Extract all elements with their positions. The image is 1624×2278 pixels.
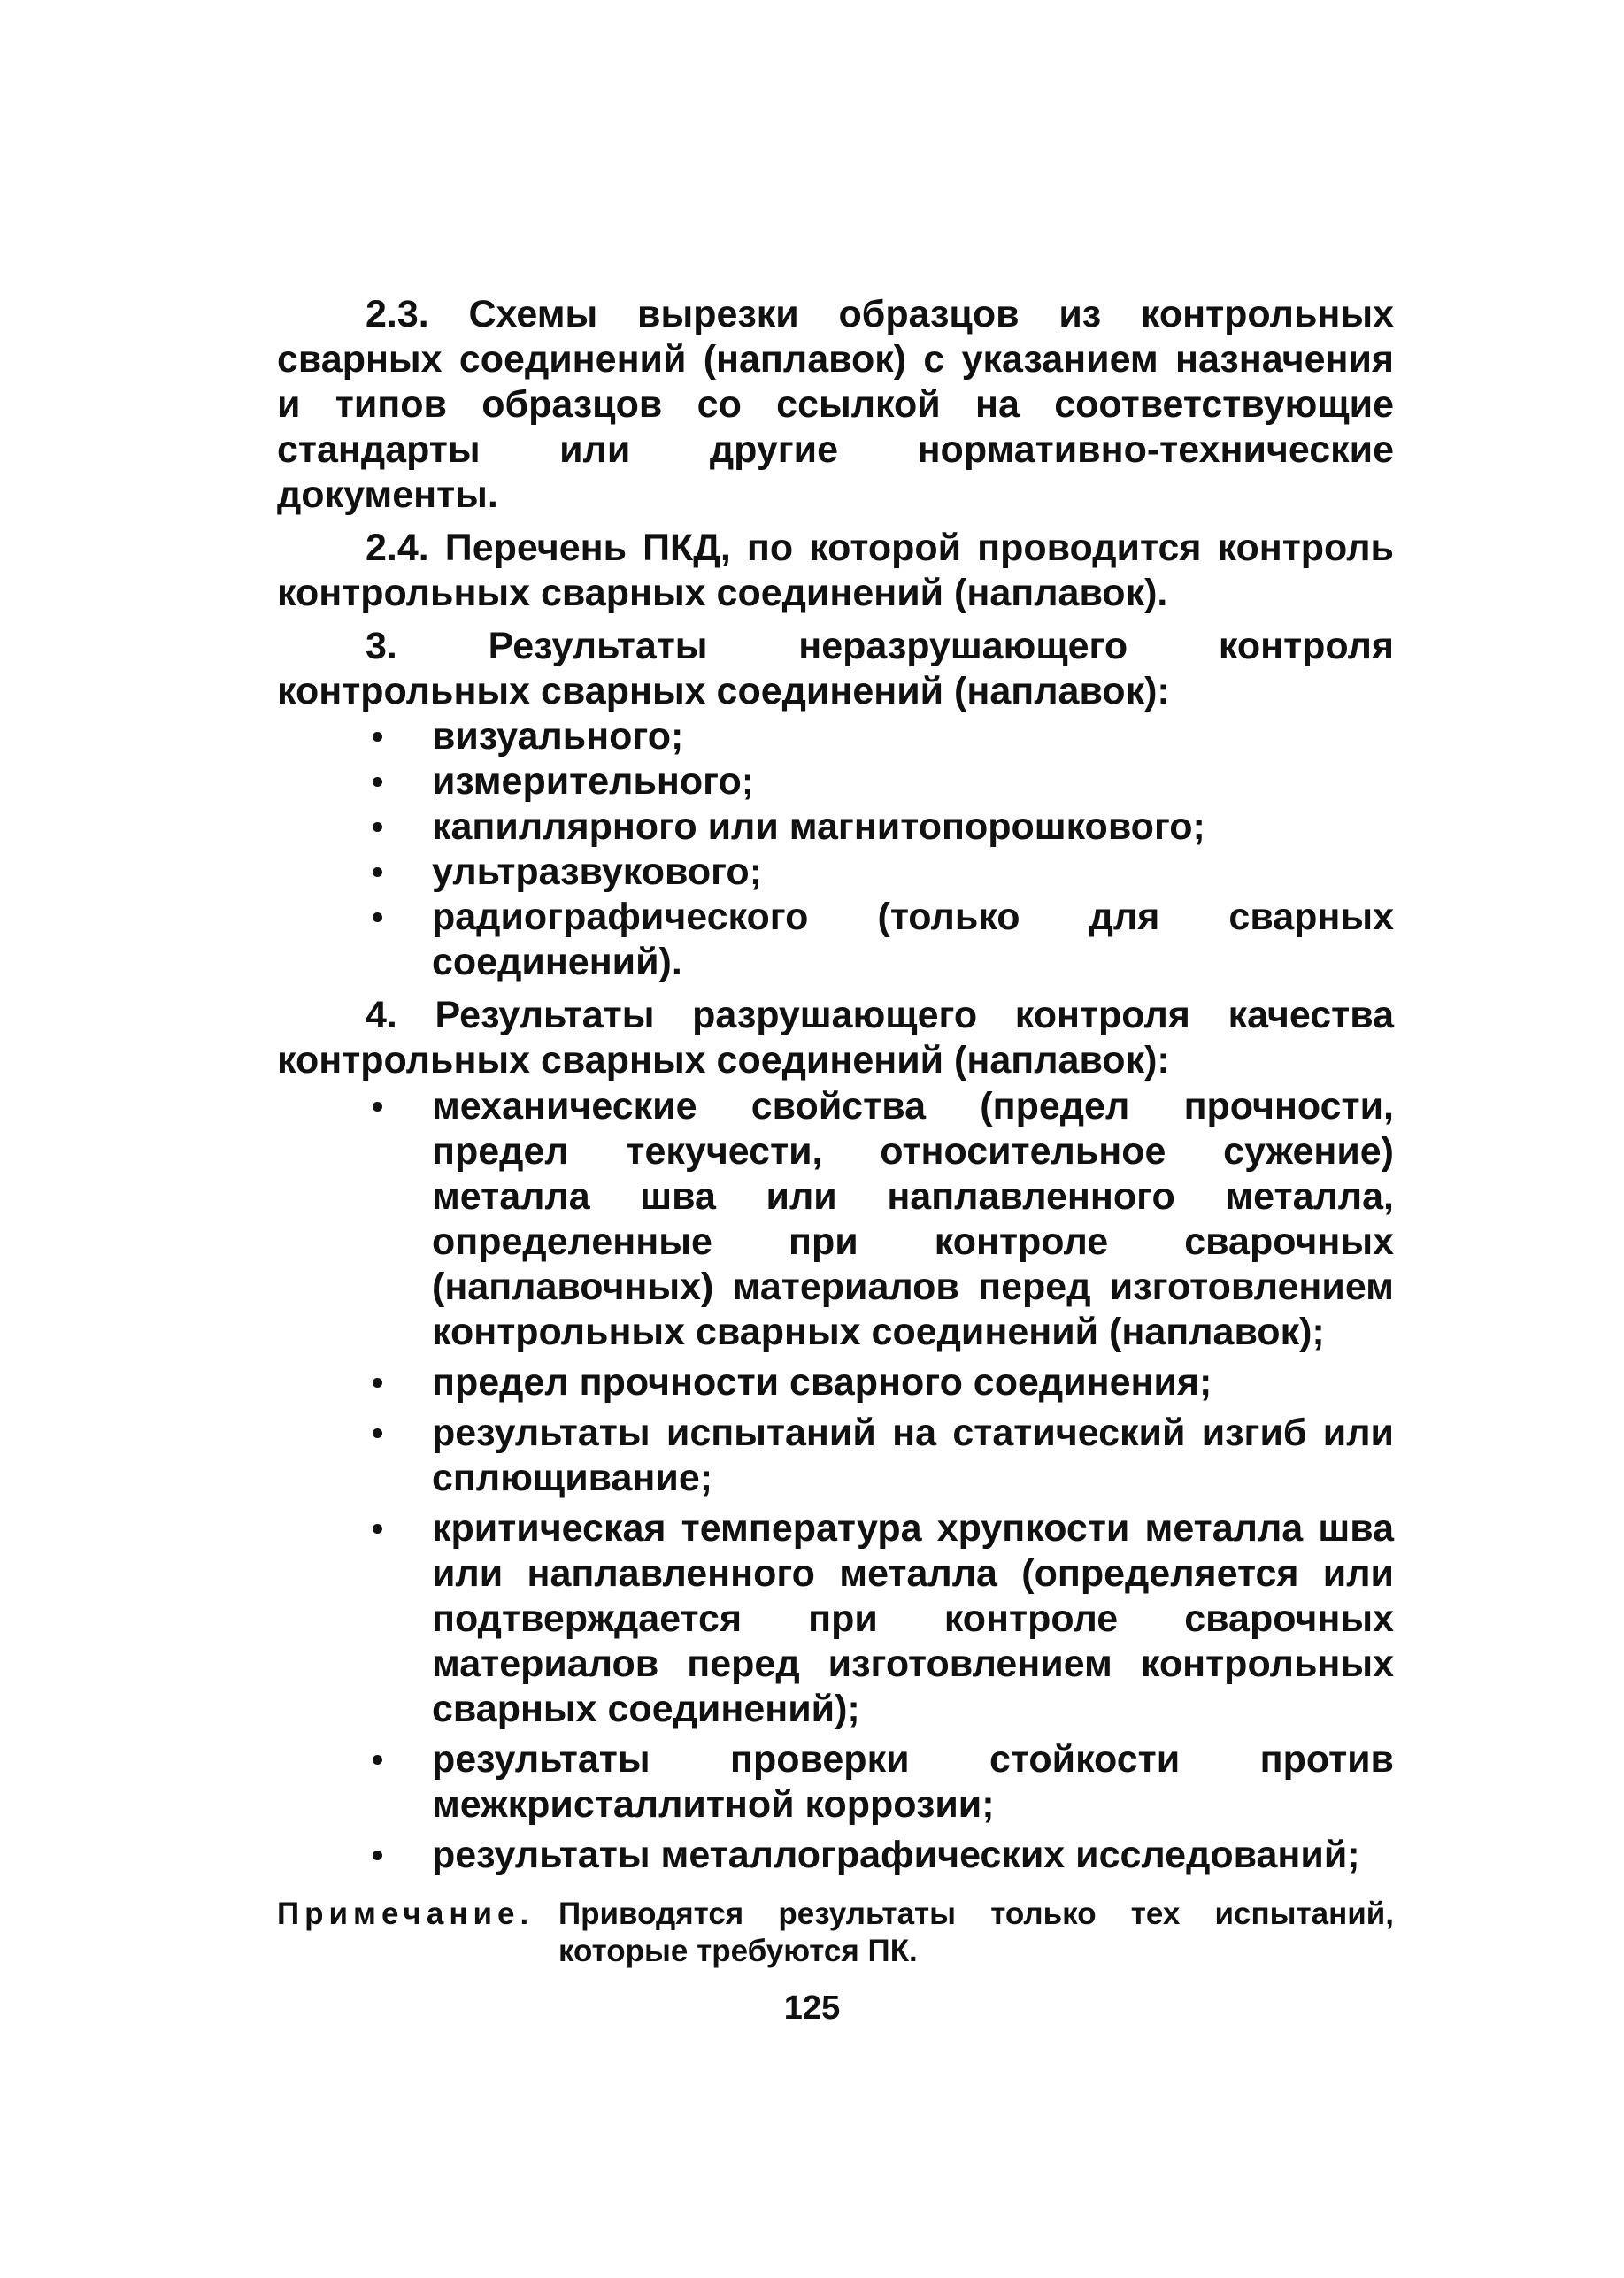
list-item: результаты проверки стойкости против межкристаллитной коррозии; bbox=[277, 1737, 1394, 1828]
ndt-results-list bbox=[277, 714, 1394, 985]
list-item: механические свойства (предел прочности, предел текучести, относительное сужение) металла шва или наплавленного металла, определенные при контроле сварочных (наплавочных) материалов перед изготовлением контрольных сварных соединений (наплавок); bbox=[277, 1084, 1394, 1355]
list-item: капиллярного или магнитопорошкового; bbox=[277, 804, 1394, 850]
list-item: результаты металлографических исследований; bbox=[277, 1833, 1394, 1878]
list-item: визуального; bbox=[277, 714, 1394, 759]
list-item: критическая температура хрупкости металла шва или наплавленного металла (определяется или подтверждается при контроле сварочных материалов перед изготовлением контрольных сварных соединений); bbox=[277, 1506, 1394, 1732]
paragraph-4-heading: 4. Результаты разрушающего контроля качества контрольных сварных соединений (наплавок): bbox=[277, 994, 1394, 1081]
paragraph-2-4: 2.4. Перечень ПКД, по которой проводится контроль контрольных сварных соединений (наплавок). bbox=[277, 527, 1394, 614]
paragraph-2-3: 2.3. Схемы вырезки образцов из контрольных сварных соединений (наплавок) с указанием назначения и типов образцов со ссылкой на соответствующие стандарты или другие нормативно-технические документы. bbox=[277, 293, 1394, 516]
paragraph-3-heading: 3. Результаты неразрушающего контроля контрольных сварных соединений (наплавок): bbox=[277, 625, 1394, 712]
note-text: Приводятся результаты только тех испытаний, которые требуются ПК. bbox=[558, 1897, 1394, 1968]
note-block bbox=[277, 1896, 1394, 1970]
list-item: результаты испытаний на статический изгиб или сплющивание; bbox=[277, 1411, 1394, 1501]
note-label: Примечание. bbox=[277, 1897, 535, 1931]
list-item: ультразвукового; bbox=[277, 850, 1394, 895]
list-item: предел прочности сварного соединения; bbox=[277, 1360, 1394, 1405]
list-item: измерительного; bbox=[277, 759, 1394, 804]
page-number: 125 bbox=[783, 1989, 841, 2027]
destructive-results-list bbox=[277, 1084, 1394, 1878]
document-page bbox=[277, 292, 1394, 1970]
list-item: радиографического (только для сварных соединений). bbox=[277, 895, 1394, 985]
